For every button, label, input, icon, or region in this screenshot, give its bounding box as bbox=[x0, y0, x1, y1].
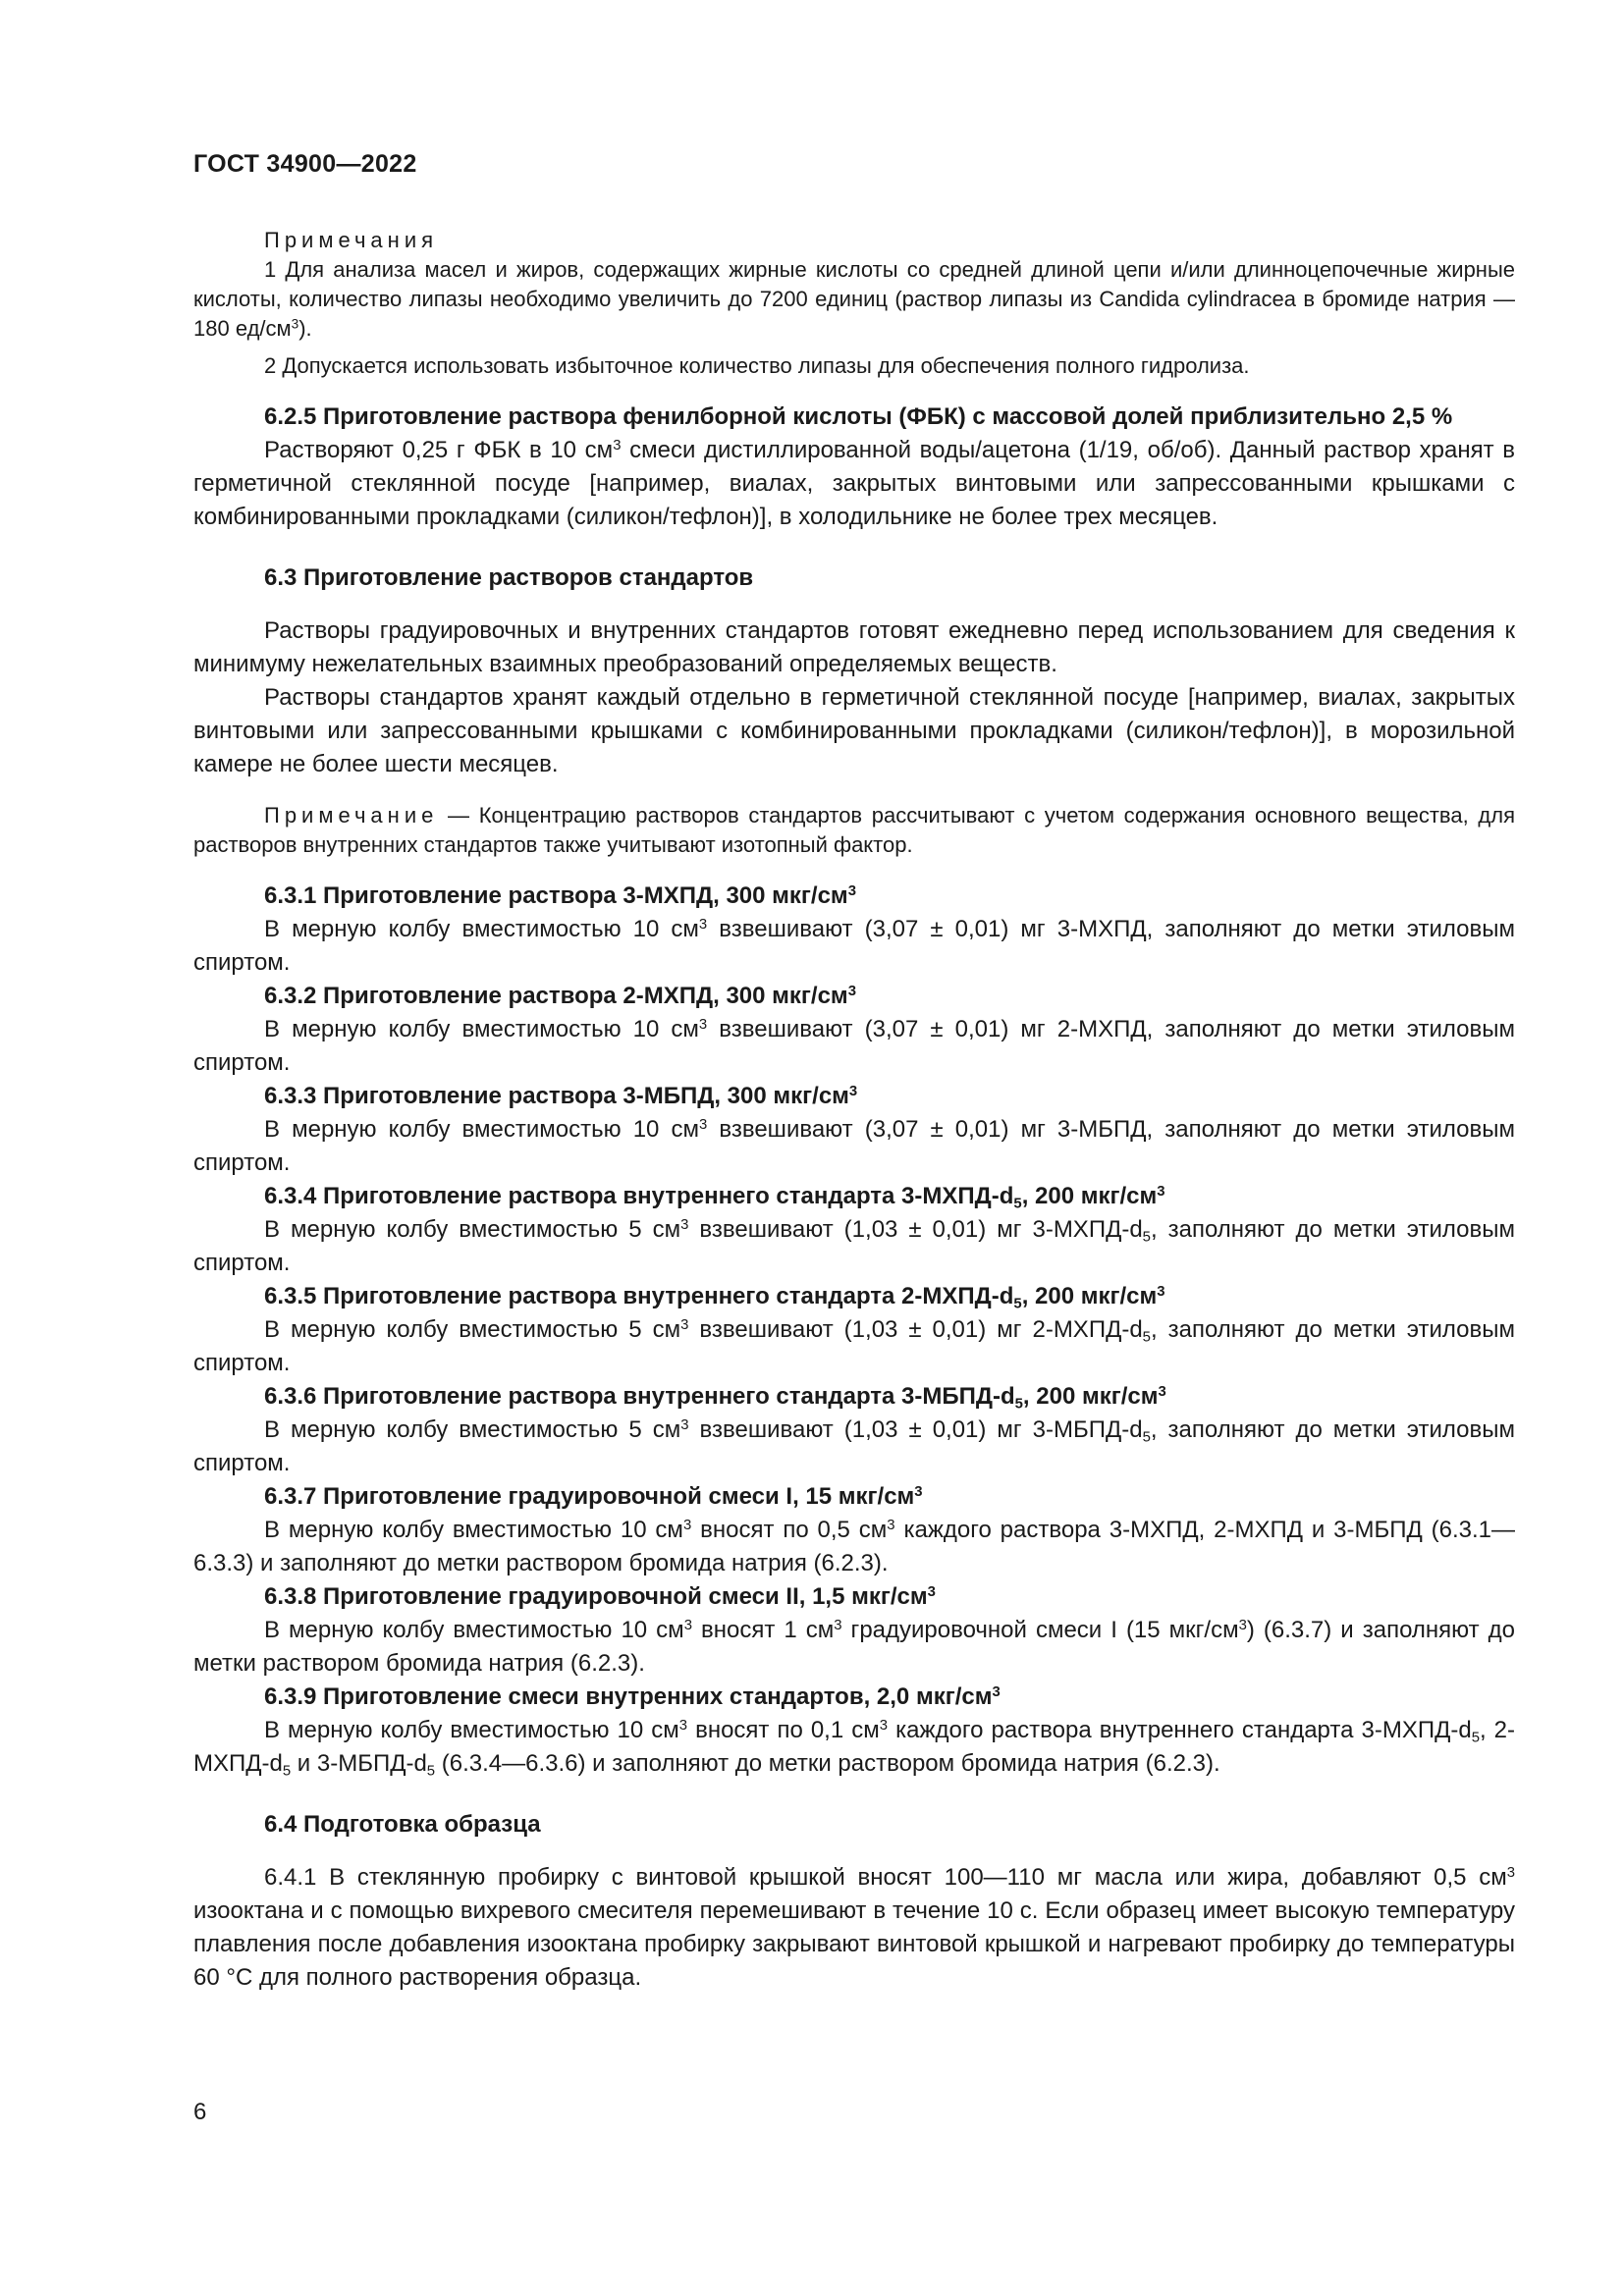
heading-6-3-4: 6.3.4 Приготовление раствора внутреннего стандарта $3-МХПД-d_5$, 200 мкг/$см^3$ bbox=[264, 1183, 1165, 1212]
document-body bbox=[193, 226, 1515, 1995]
notes-label: Примечания bbox=[264, 228, 439, 252]
heading-6-3-5: 6.3.5 Приготовление раствора внутреннего стандарта $2-МХПД-d_5$, 200 мкг/$см^3$ bbox=[264, 1283, 1165, 1312]
paragraph-6-3-9-body: В мерную колбу вместимостью 10 $см^3$ вносят по 0,1 $см^3$ каждого раствора внутреннего стандарта $3-МХПД-d_5$, $2-МХПД-d_5$ и $3-МБПД-d_5$ (6.3.4—6.3.6) и заполняют до метки раствором бромида натрия (6.2.3). bbox=[193, 1717, 1516, 1780]
paragraph-6-3-4-body: В мерную колбу вместимостью 5 $см^3$ взвешивают (1,03 ± 0,01) мг $3-МХПД-d_5$, заполняют до метки этиловым спиртом. bbox=[193, 1216, 1516, 1276]
paragraph-6-3-6-body: В мерную колбу вместимостью 5 $см^3$ взвешивают (1,03 ± 0,01) мг $3-МБПД-d_5$, заполняют до метки этиловым спиртом. bbox=[193, 1416, 1516, 1476]
heading-6-3-2: 6.3.2 Приготовление раствора 2-МХПД, 300 мкг/$см^3$ bbox=[264, 983, 856, 1009]
heading-6-3-9: 6.3.9 Приготовление смеси внутренних стандартов, 2,0 мкг/$см^3$ bbox=[264, 1683, 1001, 1710]
heading-6-3: 6.3 Приготовление растворов стандартов bbox=[264, 564, 754, 591]
page-number: 6 bbox=[193, 2099, 207, 2125]
heading-6-3-8: 6.3.8 Приготовление градуировочной смеси II, 1,5 мкг/$см^3$ bbox=[264, 1583, 936, 1610]
heading-6-2-5: 6.2.5 Приготовление раствора фенилборной кислоты (ФБК) с массовой долей приблизительно 2,5 % bbox=[264, 403, 1453, 430]
heading-6-3-6: 6.3.6 Приготовление раствора внутреннего стандарта $3-МБПД-d_5$, 200 мкг/$см^3$ bbox=[264, 1383, 1166, 1413]
paragraph-6-3-2: Растворы стандартов хранят каждый отдельно в герметичной стеклянной посуде [например, виалах, закрытых винтовыми или запрессованными крышками с комбинированными прокладками (силикон/тефлон)], в морозильной камере не более шести месяцев. bbox=[193, 684, 1515, 777]
heading-6-3-1: 6.3.1 Приготовление раствора 3-МХПД, 300 мкг/$см^3$ bbox=[264, 882, 856, 909]
paragraph-6-3-8-body: В мерную колбу вместимостью 10 $см^3$ вносят 1 $см^3$ градуировочной смеси I (15 мкг/$см^3$) (6.3.7) и заполняют до метки раствором бромида натрия (6.2.3). bbox=[193, 1617, 1515, 1677]
heading-6-3-7: 6.3.7 Приготовление градуировочной смеси I, 15 мкг/$см^3$ bbox=[264, 1483, 923, 1510]
note-2: 2 Допускается использовать избыточное количество липазы для обеспечения полного гидролиза. bbox=[264, 353, 1250, 378]
paragraph-6-4-1: 6.4.1 В стеклянную пробирку с винтовой крышкой вносят 100—110 мг масла или жира, добавляют 0,5 $см^3$ изооктана и с помощью вихревого смесителя перемешивают в течение 10 с. Если образец имеет высокую температуру плавления после добавления изооктана пробирку закрывают винтовой крышкой и нагревают пробирку до температуры 60 °С для полного растворения образца. bbox=[193, 1864, 1515, 1991]
paragraph-6-3-1: Растворы градуировочных и внутренних стандартов готовят ежедневно перед использованием для сведения к минимуму нежелательных взаимных преобразований определяемых веществ. bbox=[193, 617, 1515, 677]
paragraph-6-3-3-body: В мерную колбу вместимостью 10 $см^3$ взвешивают (3,07 ± 0,01) мг 3-МБПД, заполняют до метки этиловым спиртом. bbox=[193, 1116, 1515, 1176]
paragraph-6-3-7-body: В мерную колбу вместимостью 10 $см^3$ вносят по 0,5 $см^3$ каждого раствора 3-МХПД, 2-МХПД и 3-МБПД (6.3.1—6.3.3) и заполняют до метки раствором бромида натрия (6.2.3). bbox=[193, 1517, 1515, 1576]
heading-6-4: 6.4 Подготовка образца bbox=[264, 1811, 541, 1838]
paragraph-6-2-5: Растворяют 0,25 г ФБК в 10 $см^3$ смеси дистиллированной воды/ацетона (1/19, об/об). Данный раствор хранят в герметичной стеклянной посуде [например, виалах, закрытых винтовыми или запрессованными крышками с комбинированными прокладками (силикон/тефлон)], в холодильнике не более трех месяцев. bbox=[193, 437, 1516, 530]
standard-code-header: ГОСТ 34900—2022 bbox=[193, 150, 417, 178]
paragraph-6-3-5-body: В мерную колбу вместимостью 5 $см^3$ взвешивают (1,03 ± 0,01) мг $2-МХПД-d_5$, заполняют до метки этиловым спиртом. bbox=[193, 1316, 1516, 1376]
note-1: 1 Для анализа масел и жиров, содержащих жирные кислоты со средней длиной цепи и/или длинноцепочечные жирные кислоты, количество липазы необходимо увеличить до 7200 единиц (раствор липазы из Candida cylindracea в бромиде натрия — 180 $ед/см^3$). bbox=[193, 257, 1515, 341]
paragraph-6-3-1-body: В мерную колбу вместимостью 10 $см^3$ взвешивают (3,07 ± 0,01) мг 3-МХПД, заполняют до метки этиловым спиртом. bbox=[193, 916, 1516, 976]
note-6-3: Примечание — Концентрацию растворов стандартов рассчитывают с учетом содержания основного вещества, для растворов внутренних стандартов также учитывают изотопный фактор. bbox=[193, 803, 1515, 857]
heading-6-3-3: 6.3.3 Приготовление раствора 3-МБПД, 300 мкг/$см^3$ bbox=[264, 1083, 858, 1109]
paragraph-6-3-2-body: В мерную колбу вместимостью 10 $см^3$ взвешивают (3,07 ± 0,01) мг 2-МХПД, заполняют до метки этиловым спиртом. bbox=[193, 1016, 1516, 1076]
